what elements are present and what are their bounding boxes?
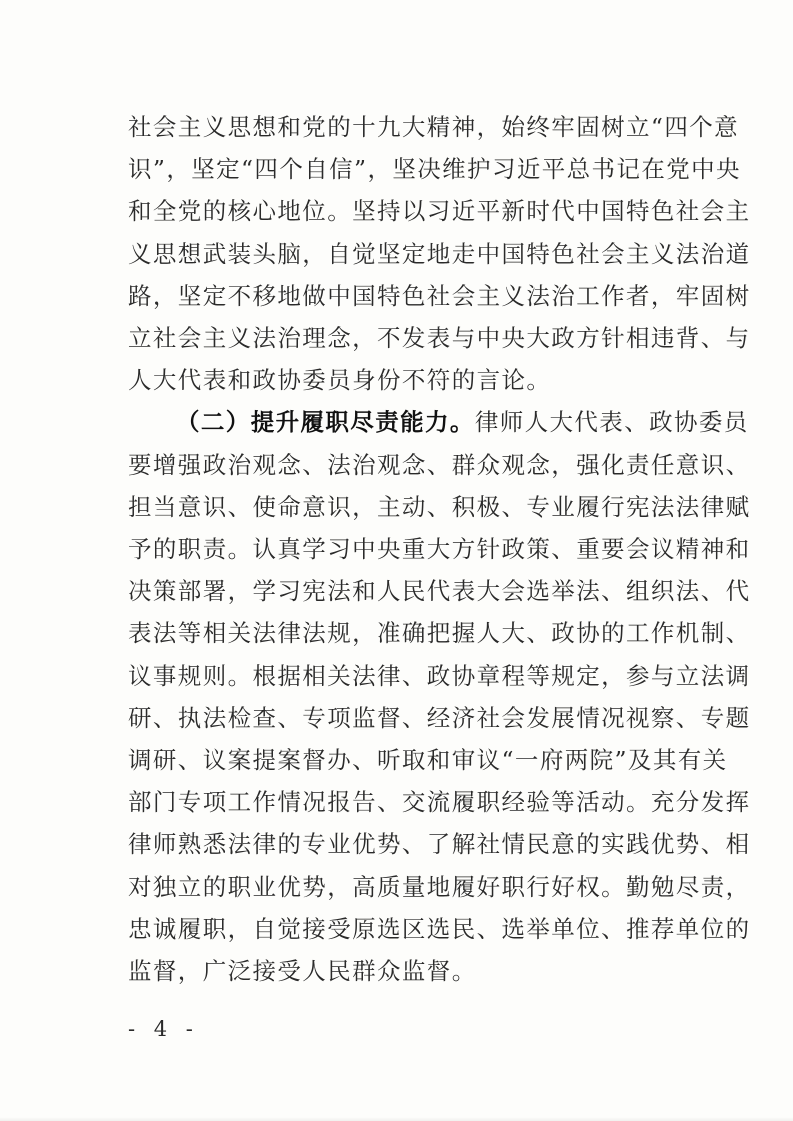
paragraph-line: 研、执法检查、专项监督、经济社会发展情况视察、专题 [128, 703, 751, 732]
paragraph-line: 社会主义思想和党的十九大精神，始终牢固树立“四个意 [128, 113, 740, 141]
paragraph-line: 议事规则。根据相关法律、政协章程等规定，参与立法调 [128, 661, 751, 690]
paragraph-line: 监督，广泛接受人民群众监督。 [128, 957, 477, 985]
page-number: - 4 - [128, 1017, 199, 1041]
paragraph-line: 部门专项工作情况报告、交流履职经验等活动。充分发挥 [128, 788, 751, 817]
paragraph-line: 识”，坚定“四个自信”，坚决维护习近平总书记在党中央 [128, 155, 741, 184]
paragraph-line: 人大代表和政协委员身份不符的言论。 [128, 366, 552, 395]
paragraph-line: 对独立的职业优势，高质量地履好职行好权。勤勉尽责， [128, 872, 751, 901]
paragraph-line: 要增强政治观念、法治观念、群众观念，强化责任意识、 [128, 450, 751, 479]
paragraph-line: 担当意识、使命意识，主动、积极、专业履行宪法法律赋 [128, 492, 751, 521]
paragraph-line: 调研、议案提案督办、听取和审议“一府两院”及其有关 [128, 746, 728, 774]
section-heading: （二）提升履职尽责能力。 [176, 408, 475, 437]
paragraph-line: 忠诚履职，自觉接受原选区选民、选举单位、推荐单位的 [128, 914, 751, 943]
paragraph-line: 决策部署，学习宪法和人民代表大会选举法、组织法、代 [128, 577, 751, 606]
scan-edge [0, 1117, 793, 1121]
paragraph-line: 路，坚定不移地做中国特色社会主义法治工作者，牢固树 [128, 281, 751, 310]
paragraph-line: 予的职责。认真学习中央重大方针政策、重要会议精神和 [128, 535, 751, 563]
section-first-line-text: 律师人大代表、政协委员 [474, 408, 749, 437]
paragraph-line: 和全党的核心地位。坚持以习近平新时代中国特色社会主 [128, 197, 751, 226]
section-first-line [176, 407, 749, 437]
paragraph-line: 立社会主义法治理念，不发表与中央大政方针相违背、与 [128, 324, 751, 352]
paragraph-line: 律师熟悉法律的专业优势、了解社情民意的实践优势、相 [128, 830, 751, 859]
paragraph-line: 义思想武装头脑，自觉坚定地走中国特色社会主义法治道 [128, 239, 751, 268]
paragraph-line: 表法等相关法律法规，准确把握人大、政协的工作机制、 [128, 619, 751, 648]
